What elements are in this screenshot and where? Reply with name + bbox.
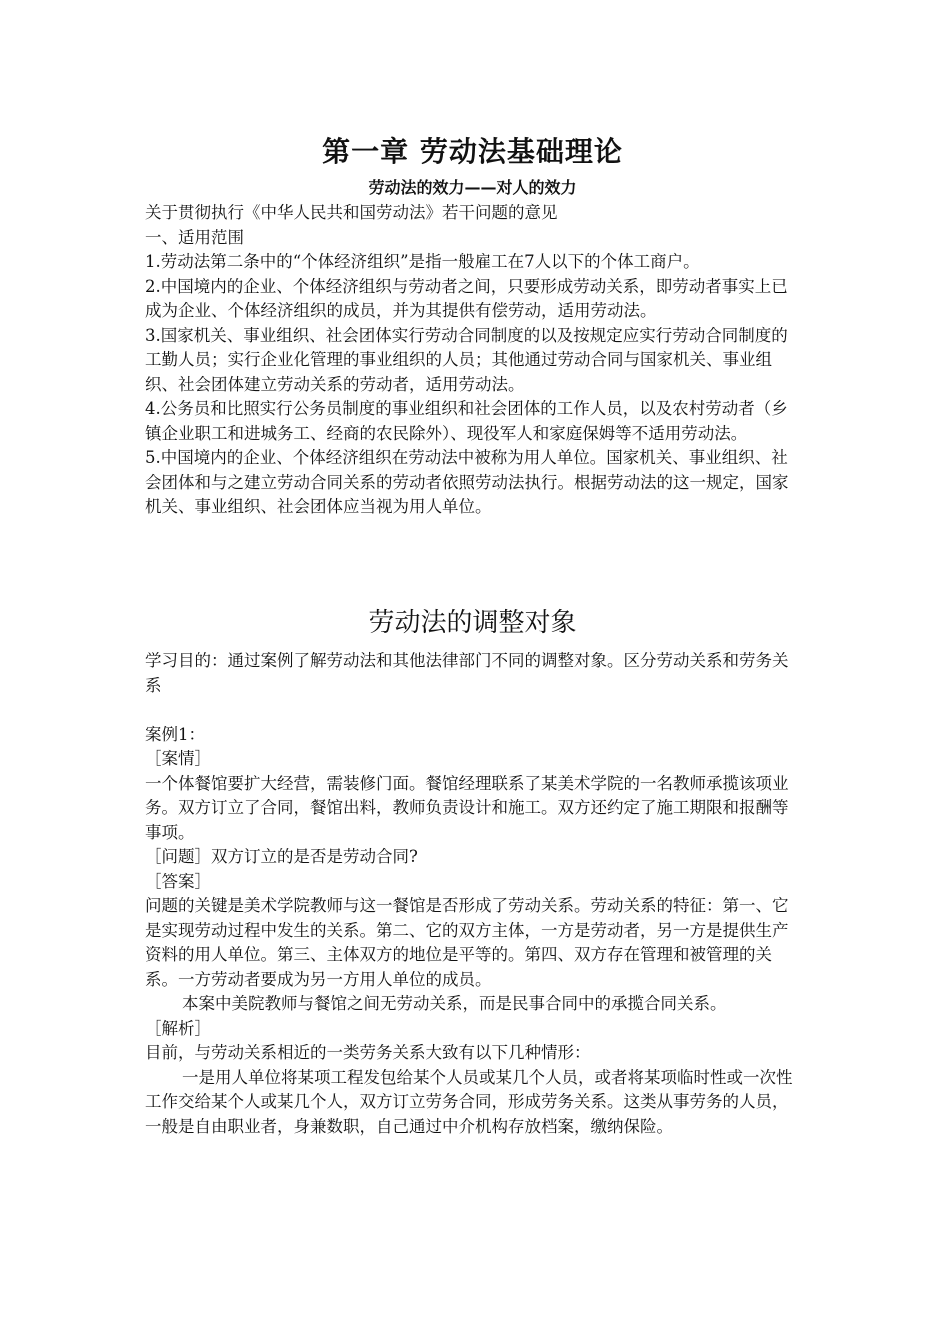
list-item: 4.公务员和比照实行公务员制度的事业组织和社会团体的工作人员，以及农村劳动者（乡镇企业职工和进城务工、经商的农民除外）、现役军人和家庭保姆等不适用劳动法。: [145, 399, 788, 443]
scope-heading: 一、适用范围: [145, 227, 244, 247]
analysis-intro: 目前，与劳动关系相近的一类劳务关系大致有以下几种情形：: [145, 1043, 591, 1062]
answer-label: ［答案］: [145, 871, 211, 891]
analysis-label: ［解析］: [145, 1018, 211, 1038]
case-block: [145, 649, 800, 1139]
section-title: 劳动法的调整对象: [368, 608, 577, 638]
answer: 问题的关键是美术学院教师与这一餐馆是否形成了劳动关系。劳动关系的特征：第一、它是实现劳动过程中发生的关系。第二、它的双方主体，一方是劳动者，另一方是提供生产资料的用人单位。第三、主体双方的地位是平等的。第四、双方存在管理和被管理的关系。一方劳动者要成为另一方用人单位的成员。: [145, 896, 789, 989]
question: ［问题］双方订立的是否是劳动合同?: [145, 847, 418, 866]
list-item: 1.劳动法第二条中的“个体经济组织”是指一般雇工在7人以下的个体工商户。: [145, 252, 700, 271]
conclusion: 本案中美院教师与餐馆之间无劳动关系，而是民事合同中的承揽合同关系。: [182, 994, 727, 1013]
study-goal: 学习目的：通过案例了解劳动法和其他法律部门不同的调整对象。区分劳动关系和劳务关系: [145, 651, 789, 695]
chapter-title: 第一章 劳动法基础理论: [322, 135, 623, 168]
list-item: 2.中国境内的企业、个体经济组织与劳动者之间，只要形成劳动关系，即劳动者事实上已成为企业、个体经济组织的成员，并为其提供有偿劳动，适用劳动法。: [145, 276, 788, 320]
blank-line: [145, 698, 800, 723]
intro-line: 关于贯彻执行《中华人民共和国劳动法》若干问题的意见: [145, 203, 558, 222]
case-facts: 一个体餐馆要扩大经营，需装修门面。餐馆经理联系了某美术学院的一名教师承揽该项业务。双方订立了合同，餐馆出料，教师负责设计和施工。双方还约定了施工期限和报酬等事项。: [145, 773, 789, 842]
case-facts-label: ［案情］: [145, 749, 211, 768]
case-label: 案例1：: [145, 724, 205, 744]
scope-block: [145, 201, 800, 520]
list-item: 5.中国境内的企业、个体经济组织在劳动法中被称为用人单位。国家机关、事业组织、社会团体和与之建立劳动合同关系的劳动者依照劳动法执行。根据劳动法的这一规定，国家机关、事业组织、社会团体应当视为用人单位。: [145, 448, 789, 516]
analysis-paragraph: 一是用人单位将某项工程发包给某个人员或某几个人员，或者将某项临时性或一次性工作交给某个人或某几个人，双方订立劳务合同，形成劳务关系。这类从事劳务的人员，一般是自由职业者，身兼数职，自己通过中介机构存放档案，缴纳保险。: [145, 1067, 793, 1136]
list-item: 3.国家机关、事业组织、社会团体实行劳动合同制度的以及按规定应实行劳动合同制度的工勤人员；实行企业化管理的事业组织的人员；其他通过劳动合同与国家机关、事业组织、社会团体建立劳动关系的劳动者，适用劳动法。: [145, 325, 788, 394]
subtitle: 劳动法的效力——对人的效力: [368, 178, 577, 197]
